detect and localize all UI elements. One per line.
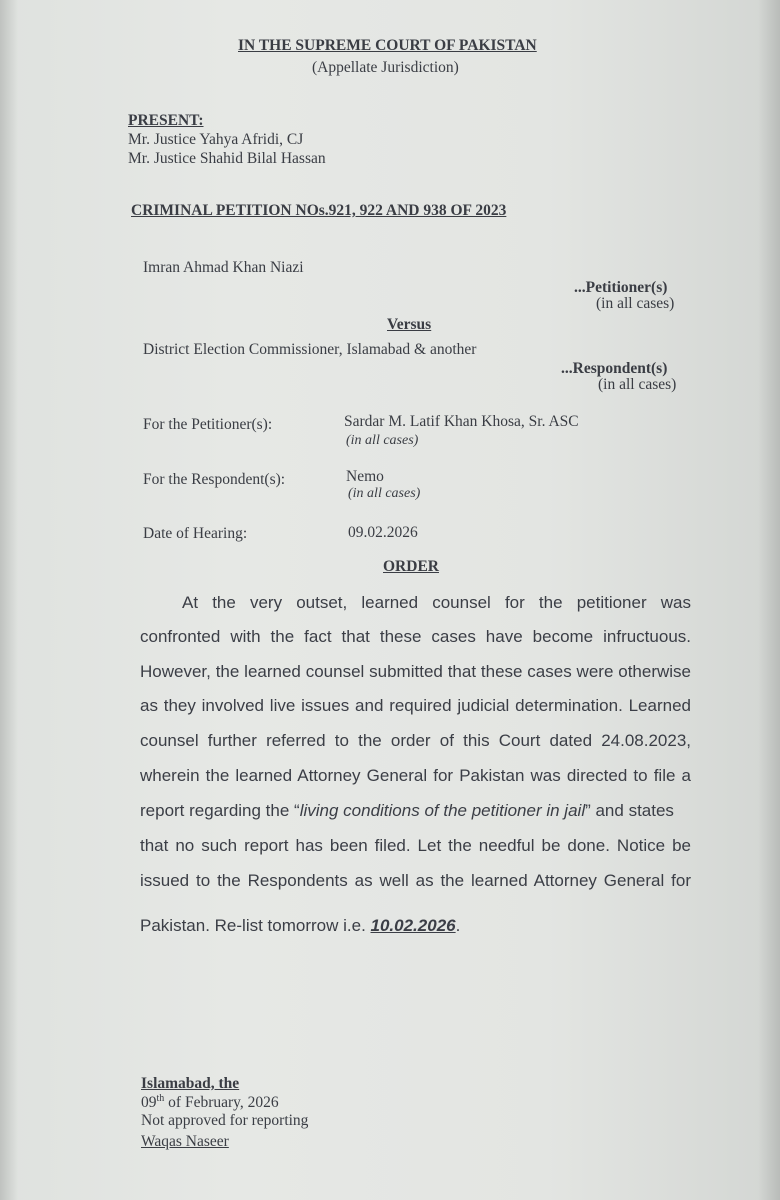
reporting-note: Not approved for reporting <box>141 1112 309 1129</box>
petitioner-scope: (in all cases) <box>596 295 675 312</box>
respondent-scope: (in all cases) <box>598 376 677 393</box>
date-day: 09 <box>141 1094 157 1112</box>
order-line-10a: Pakistan. Re-list tomorrow i.e. <box>140 916 371 935</box>
for-respondent-label: For the Respondent(s): <box>143 471 286 488</box>
for-petitioner-value: Sardar M. Latif Khan Khosa, Sr. ASC <box>344 413 579 430</box>
order-line-6: wherein the learned Attorney General for Pakistan was directed to file a <box>140 766 691 785</box>
order-line-7b: ” and states <box>585 801 674 820</box>
hearing-label: Date of Hearing: <box>143 525 248 542</box>
order-line-10b: . <box>455 916 461 935</box>
relist-date: 10.02.2026 <box>370 916 456 935</box>
order-line-2: confronted with the fact that these cases have become infructuous. <box>140 627 691 646</box>
order-line-8: that no such report has been filed. Let the needful be done. Notice be <box>140 836 691 855</box>
author-line: Waqas Naseer <box>141 1133 229 1150</box>
order-line-1: At the very outset, learned counsel for the petitioner was <box>182 593 691 612</box>
court-title: IN THE SUPREME COURT OF PAKISTAN <box>238 37 537 54</box>
for-petitioner-note: (in all cases) <box>346 433 419 448</box>
versus-label: Versus <box>387 316 432 333</box>
for-petitioner-label: For the Petitioner(s): <box>143 416 273 433</box>
order-line-5: counsel further referred to the order of this Court dated 24.08.2023, <box>140 731 691 750</box>
for-respondent-note: (in all cases) <box>348 486 421 501</box>
petition-title: CRIMINAL PETITION NOs.921, 922 AND 938 OF 2023 <box>131 202 507 219</box>
for-respondent-value: Nemo <box>346 468 384 485</box>
jurisdiction: (Appellate Jurisdiction) <box>312 59 459 76</box>
respondent-name: District Election Commissioner, Islamabad & another <box>143 341 477 358</box>
order-line-7 <box>140 801 691 821</box>
order-line-4: as they involved live issues and required judicial determination. Learned <box>140 696 691 715</box>
order-line-3: However, the learned counsel submitted that these cases were otherwise <box>140 662 691 681</box>
order-line-7a: report regarding the “ <box>140 801 300 820</box>
order-line-9: issued to the Respondents as well as the learned Attorney General for <box>140 871 691 890</box>
date-rest: of February, 2026 <box>168 1094 279 1112</box>
judge-1: Mr. Justice Yahya Afridi, CJ <box>128 131 304 148</box>
date-line <box>141 1093 279 1112</box>
order-line-7-quote: living conditions of the petitioner in jail <box>299 801 586 820</box>
order-heading: ORDER <box>383 558 439 575</box>
place-line: Islamabad, the <box>141 1075 240 1092</box>
petitioner-name: Imran Ahmad Khan Niazi <box>143 259 304 276</box>
petitioner-role: ...Petitioner(s) <box>574 279 668 296</box>
date-suffix: th <box>156 1093 165 1104</box>
present-heading: PRESENT: <box>128 112 204 129</box>
order-line-10 <box>140 916 691 936</box>
page-edge <box>758 0 780 1200</box>
respondent-role: ...Respondent(s) <box>561 360 668 377</box>
hearing-date: 09.02.2026 <box>348 524 418 541</box>
judge-2: Mr. Justice Shahid Bilal Hassan <box>128 150 326 167</box>
page-shadow <box>0 0 18 1200</box>
